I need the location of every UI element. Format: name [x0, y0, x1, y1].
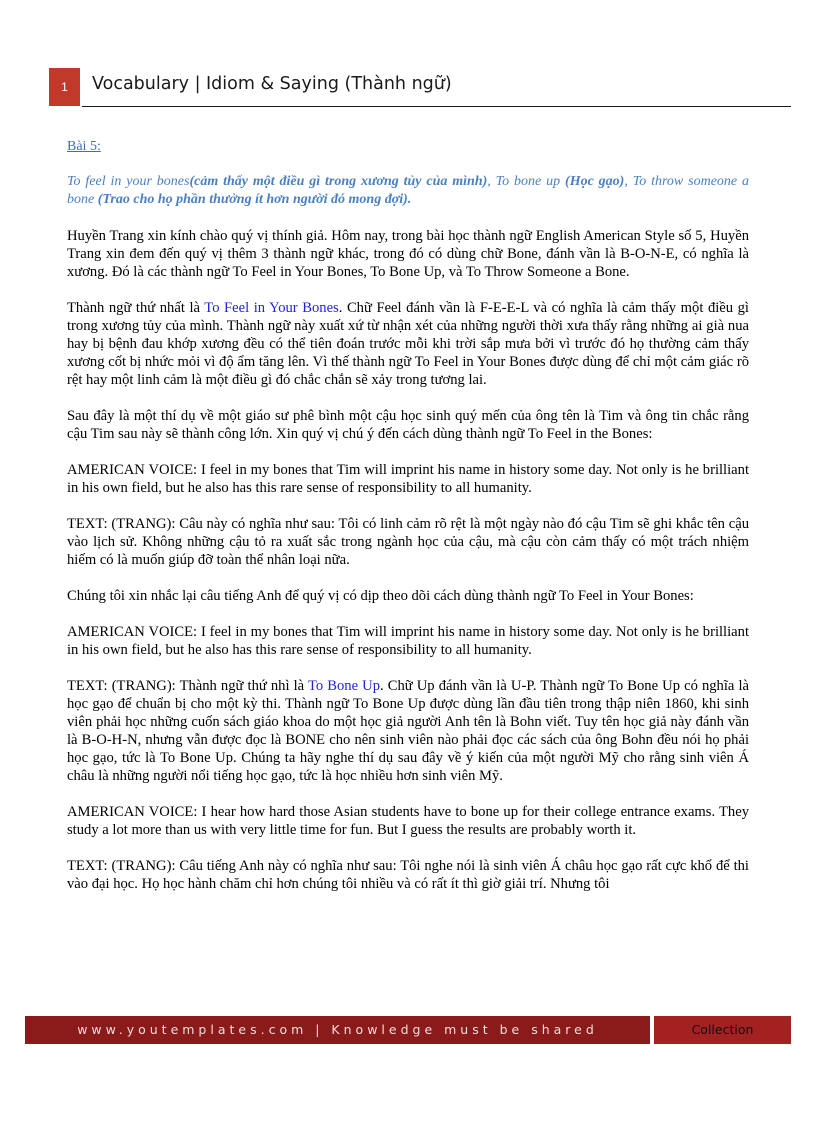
american-voice-2: AMERICAN VOICE: I hear how hard those Asian students have to bone up for their college entrance exams. They study a lot more than us with very little time for fun. But I guess the results are probably worth it. [67, 804, 749, 838]
summary-meaning-2: (Học gạo) [565, 174, 625, 189]
page-number: 1 [61, 80, 68, 94]
summary-meaning-1: (cảm thấy một điều gì trong xương tủy của mình) [189, 174, 488, 189]
summary-idiom-1: To feel in your bones [67, 174, 190, 189]
summary-separator: , [624, 174, 633, 189]
summary-idiom-2: To bone up [495, 174, 566, 189]
translation-1: TEXT: (TRANG): Câu này có nghĩa như sau: Tôi có linh cảm rõ rệt là một ngày nào đó cậu Tim sẽ ghi khắc tên cậu vào lịch sử. Không những cậu tỏ ra xuất sắc trong ngành học của cậu, mà cậu còn cảm thấy có một trách nhiệm hiếm có là muốn giúp đỡ toàn thể nhân loại nữa. [67, 516, 749, 568]
american-voice-1: AMERICAN VOICE: I feel in my bones that Tim will imprint his name in history some day. Not only is he brilliant in his own field, but he also has this rare sense of responsibility to all humanity. [67, 462, 749, 496]
header-divider [82, 106, 791, 107]
idiom-2-link[interactable]: To Bone Up [307, 678, 380, 694]
idiom-2-lead: TEXT: (TRANG): Thành ngữ thứ nhì là [67, 678, 308, 694]
intro-paragraph: Huyền Trang xin kính chào quý vị thính giả. Hôm nay, trong bài học thành ngữ English American Style số 5, Huyền Trang xin đem đến quý vị thêm 3 thành ngữ khác, trong đó có dùng chữ Bone, đánh vần là B-O-N-E, có nghĩa là xương. Đó là các thành ngữ To Feel in Your Bones, To Bone Up, và To Throw Someone a Bone. [67, 228, 749, 280]
lesson-summary [67, 173, 749, 209]
footer-bar [25, 1016, 650, 1044]
idiom-1-paragraph [67, 299, 749, 389]
idiom-1-link[interactable]: To Feel in Your Bones [204, 300, 339, 316]
lesson-title[interactable]: Bài 5: [67, 139, 101, 154]
american-voice-1-repeat: AMERICAN VOICE: I feel in my bones that Tim will imprint his name in history some day. Not only is he brilliant in his own field, but he also has this rare sense of responsibility to all humanity. [67, 624, 749, 658]
page-title: Vocabulary | Idiom & Saying (Thành ngữ) [92, 74, 452, 94]
idiom-1-lead: Thành ngữ thứ nhất là [67, 300, 205, 316]
repeat-intro: Chúng tôi xin nhắc lại câu tiếng Anh để quý vị có dịp theo dõi cách dùng thành ngữ To Feel in Your Bones: [67, 588, 694, 604]
footer-collection-label: Collection [691, 1022, 754, 1037]
idiom-2-explanation: . Chữ Up đánh vần là U-P. Thành ngữ To Bone Up có nghĩa là học gạo để chuẩn bị cho một kỳ thi. Thành ngữ To Bone Up được dùng lần đầu tiên trong thập niên 1860, khi sinh viên phải học những cuốn sách giáo khoa do một học giả người Anh tên là Bohn viết. Tuy tên học giả này đánh vần là B-O-H-N, nhưng vẫn được đọc là BONE cho nên sinh viên nào phải đọc các sách của ông Bohn đều nói họ phải học gạo, tức là To Bone Up. Chúng ta hãy nghe thí dụ sau đây về ý kiến của một người Mỹ cho rằng sinh viên Á châu là những người nổi tiếng học gạo, tức là học nhiều hơn sinh viên Mỹ. [67, 678, 750, 784]
page-number-badge [49, 68, 80, 106]
summary-separator: , [487, 174, 496, 189]
example-1-intro: Sau đây là một thí dụ về một giáo sư phê bình một cậu học sinh quý mến của ông tên là Tim và ông tin chắc rằng cậu Tim sau này sẽ thành công lớn. Xin quý vị chú ý đến cách dùng thành ngữ To Feel in the Bones: [67, 408, 749, 442]
document-body [67, 138, 749, 911]
summary-meaning-3: (Trao cho họ phần thưởng ít hơn người đó mong đợi). [97, 192, 412, 207]
idiom-1-explanation: . Chữ Feel đánh vần là F-E-E-L và có nghĩa là cảm thấy một điều gì trong xương tủy của mình. Thành ngữ này xuất xứ từ nhận xét của những người thời xưa thấy rằng những ai già nua hay bị bệnh đau khớp xương đều có thể tiên đoán trước mỗi khi trời sắp mưa bởi vì trước đó họ thường cảm thấy xương cốt bị nhức mỏi vì độ ẩm tăng lên. Vì thế thành ngữ To Feel in Your Bones được dùng để chỉ một cảm giác rõ rệt hay một linh cảm là một điều gì đó chắc chắn sẽ xảy trong tương lai. [67, 300, 749, 388]
summary-idiom-3: To throw someone a bone [67, 174, 750, 207]
footer-collection-box [654, 1016, 791, 1044]
translation-2: TEXT: (TRANG): Câu tiếng Anh này có nghĩa như sau: Tôi nghe nói là sinh viên Á châu học gạo rất cực khổ để thi vào đại học. Họ học hành chăm chỉ hơn chúng tôi nhiều và có rất ít thì giờ giải trí. Nhưng tôi [67, 858, 749, 892]
footer-website-text[interactable]: www.youtemplates.com | Knowledge must be shared [77, 1022, 598, 1037]
idiom-2-paragraph [67, 677, 749, 785]
